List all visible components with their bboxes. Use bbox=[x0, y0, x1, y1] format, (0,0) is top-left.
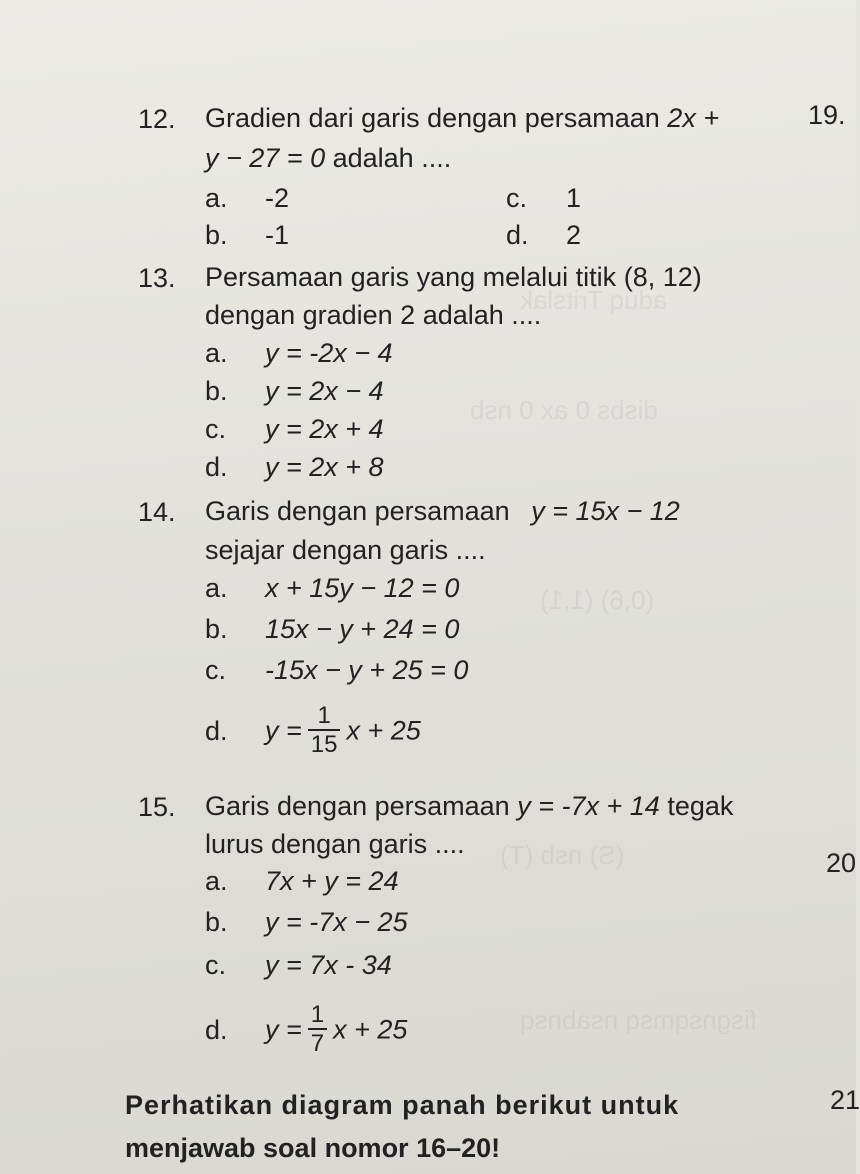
option-text-pre: y = bbox=[265, 715, 302, 746]
option-letter: b. bbox=[205, 220, 228, 250]
show-through-decoration: disbs 0 ax 0 nsb bbox=[470, 395, 658, 425]
option-a[interactable] bbox=[205, 338, 393, 369]
option-text: 1 bbox=[566, 183, 582, 213]
stem-text: sejajar dengan garis .... bbox=[205, 535, 486, 565]
option-b[interactable] bbox=[205, 376, 384, 407]
option-text: y = 2x − 4 bbox=[265, 376, 384, 406]
option-d[interactable] bbox=[506, 220, 581, 251]
option-a[interactable] bbox=[205, 866, 399, 897]
instruction-line-2: menjawab soal nomor 16–20! bbox=[125, 1133, 501, 1163]
stem-math: 2x + bbox=[667, 103, 720, 133]
question-number-19: 19. bbox=[808, 100, 846, 130]
option-text: -2 bbox=[265, 183, 290, 213]
question-number: 12. bbox=[138, 104, 176, 134]
option-letter: c. bbox=[205, 414, 227, 444]
option-letter: b. bbox=[205, 614, 228, 644]
option-b[interactable] bbox=[205, 614, 459, 645]
question-stem-line-2 bbox=[205, 824, 465, 864]
question-number: 15. bbox=[138, 792, 176, 822]
option-letter: a. bbox=[205, 338, 228, 368]
show-through-decoration: (S) nsb (T) bbox=[500, 840, 625, 870]
stem-text-end: tegak bbox=[667, 791, 734, 821]
stem-text: Persamaan garis yang melalui titik bbox=[205, 262, 617, 292]
option-letter: d. bbox=[205, 452, 228, 482]
option-c[interactable] bbox=[205, 414, 384, 445]
option-a[interactable] bbox=[205, 573, 459, 604]
stem-text: Garis dengan persamaan bbox=[205, 791, 510, 821]
question-number: 13. bbox=[138, 263, 176, 293]
option-letter: c. bbox=[205, 950, 227, 980]
stem-math: (8, 12) bbox=[623, 262, 702, 292]
option-text: 15x − y + 24 = 0 bbox=[265, 614, 460, 644]
question-number: 14. bbox=[138, 497, 176, 527]
option-a[interactable] bbox=[205, 183, 289, 214]
show-through-decoration: aduq Tritslak bbox=[520, 285, 668, 315]
question-number-20: 20 bbox=[826, 848, 857, 878]
option-c[interactable] bbox=[205, 655, 468, 686]
stem-math: y = 15x − 12 bbox=[531, 496, 680, 526]
option-text: -1 bbox=[265, 220, 290, 250]
option-text: y = 7x - 34 bbox=[265, 950, 392, 980]
option-text: x + 15y − 12 = 0 bbox=[265, 573, 460, 603]
fraction-numerator: 1 bbox=[308, 703, 341, 731]
stem-text: dengan gradien 2 adalah .... bbox=[205, 300, 542, 330]
option-letter: d. bbox=[506, 220, 529, 250]
option-text-post: x + 25 bbox=[333, 1014, 408, 1045]
option-letter: a. bbox=[205, 183, 228, 213]
fraction-numerator: 1 bbox=[308, 1002, 327, 1030]
instruction-line-1: Perhatikan diagram panah berikut untuk bbox=[125, 1090, 680, 1120]
option-letter: c. bbox=[205, 655, 227, 685]
option-d[interactable] bbox=[205, 1002, 407, 1058]
option-d[interactable] bbox=[205, 452, 384, 483]
stem-text: lurus dengan garis .... bbox=[205, 829, 465, 859]
question-stem-line-1 bbox=[205, 98, 719, 138]
question-stem-line-2 bbox=[205, 295, 541, 335]
option-letter: b. bbox=[205, 376, 228, 406]
option-d[interactable] bbox=[205, 703, 421, 759]
option-text-pre: y = bbox=[265, 1014, 302, 1045]
show-through-decoration: fisgnsqmsq nsabnsq bbox=[520, 1005, 758, 1035]
stem-math: y − 27 = 0 bbox=[205, 143, 326, 173]
fraction bbox=[308, 703, 341, 759]
stem-math: y = -7x + 14 bbox=[517, 791, 660, 821]
stem-text: Gradien dari garis dengan persamaan bbox=[205, 103, 660, 133]
option-c[interactable] bbox=[205, 950, 392, 981]
option-c[interactable] bbox=[506, 183, 581, 214]
show-through-decoration: (0,6) (1,1) bbox=[540, 585, 655, 615]
option-letter: c. bbox=[506, 183, 528, 213]
option-text: y = -7x − 25 bbox=[265, 907, 408, 937]
option-letter: a. bbox=[205, 573, 228, 603]
option-b[interactable] bbox=[205, 907, 408, 938]
fraction-denominator: 7 bbox=[310, 1030, 325, 1057]
option-letter: b. bbox=[205, 907, 228, 937]
option-text-post: x + 25 bbox=[346, 715, 421, 746]
option-letter: d. bbox=[205, 715, 228, 746]
question-stem-line-1 bbox=[205, 491, 680, 531]
option-text: y = 2x + 8 bbox=[265, 452, 384, 482]
stem-text: adalah .... bbox=[332, 143, 452, 173]
option-letter: d. bbox=[205, 1014, 228, 1045]
option-letter: a. bbox=[205, 866, 228, 896]
stem-text: Garis dengan persamaan bbox=[205, 496, 510, 526]
question-stem-line-2 bbox=[205, 530, 486, 570]
option-text: -15x − y + 25 = 0 bbox=[265, 655, 469, 685]
option-text: y = -2x − 4 bbox=[265, 338, 393, 368]
fraction-denominator: 15 bbox=[310, 731, 338, 758]
fraction bbox=[308, 1002, 327, 1058]
question-number-21: 21 bbox=[830, 1085, 860, 1115]
question-stem-line-1 bbox=[205, 786, 733, 826]
option-text: 7x + y = 24 bbox=[265, 866, 399, 896]
option-text: 2 bbox=[566, 220, 582, 250]
option-text: y = 2x + 4 bbox=[265, 414, 384, 444]
option-b[interactable] bbox=[205, 220, 289, 251]
question-stem-line-2 bbox=[205, 138, 451, 178]
question-stem-line-1 bbox=[205, 257, 702, 297]
